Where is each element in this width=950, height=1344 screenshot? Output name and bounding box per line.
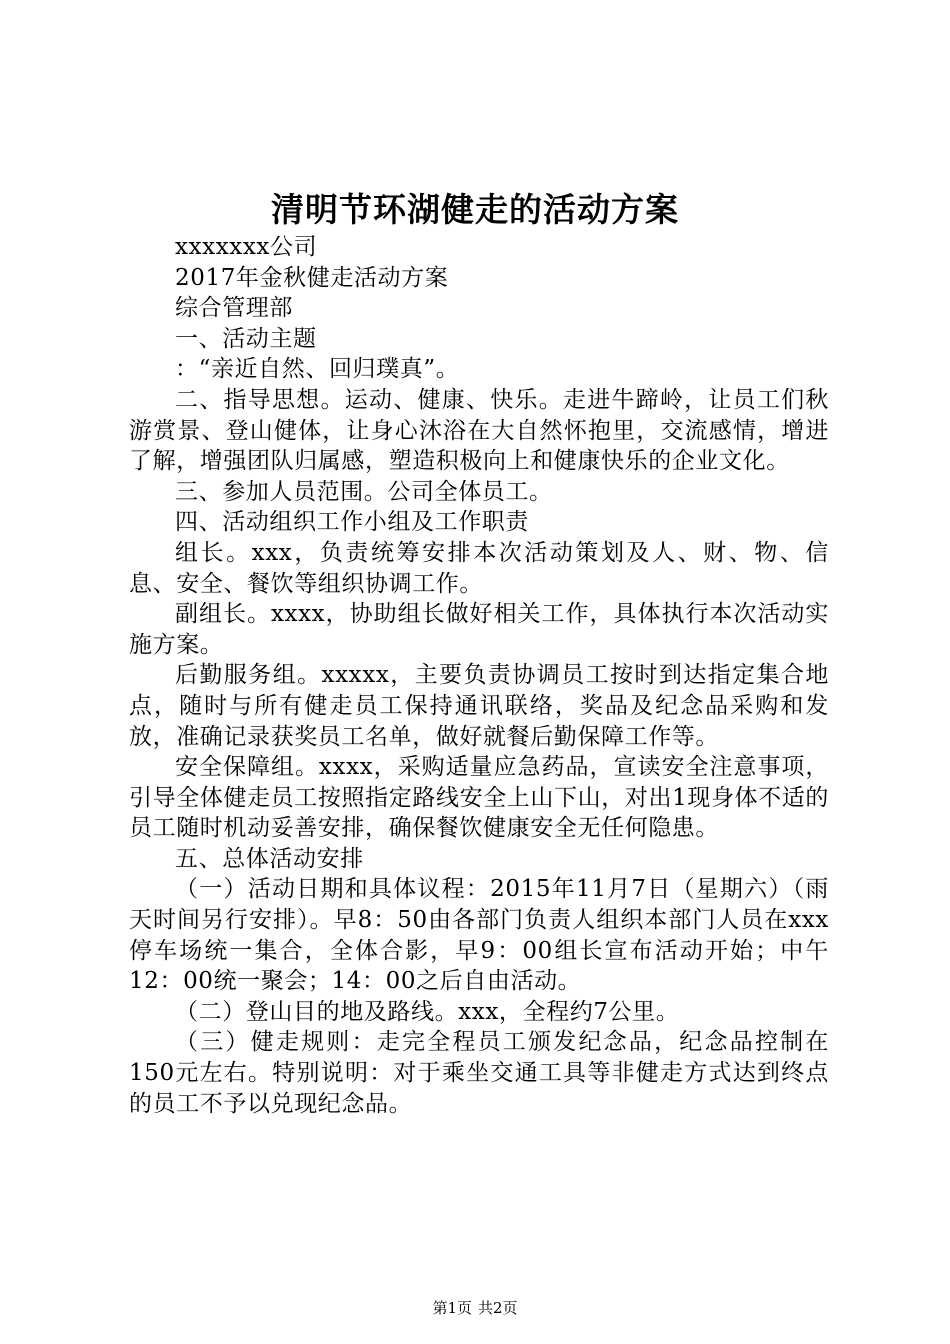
section-heading-organization: 四、活动组织工作小组及工作职责 bbox=[175, 509, 529, 536]
paragraph-route: （二）登山目的地及路线。xxx，全程约7公里。 bbox=[175, 998, 680, 1025]
paragraph-participants: 三、参加人员范围。公司全体员工。 bbox=[175, 478, 553, 505]
page-footer bbox=[0, 1298, 950, 1318]
paragraph-rules: （三）健走规则：走完全程员工颁发纪念品，纪念品控制在150元左右。特别说明：对于乘坐交通工具等非健走方式达到终点的员工不予以兑现纪念品。 bbox=[129, 1029, 829, 1117]
paragraph-leader: 组长。xxx，负责统筹安排本次活动策划及人、财、物、信息、安全、餐饮等组织协调工作。 bbox=[129, 539, 829, 597]
paragraph-schedule: （一）活动日期和具体议程：2015年11月7日（星期六）（雨天时间另行安排）。早8：50由各部门负责人组织本部门人员在xxx停车场统一集合，全体合影，早9：00组长宣布活动开始；中午12：00统一聚会；14：00之后自由活动。 bbox=[129, 876, 829, 995]
document-body bbox=[129, 232, 829, 1119]
page-total: 共2页 bbox=[478, 1299, 518, 1317]
paragraph-deputy-leader: 副组长。xxxx，协助组长做好相关工作，具体执行本次活动实施方案。 bbox=[129, 601, 829, 658]
document-title: 清明节环湖健走的活动方案 bbox=[271, 190, 679, 229]
section-heading-theme: 一、活动主题 bbox=[175, 325, 317, 352]
paragraph-guiding-idea: 二、指导思想。运动、健康、快乐。走进牛蹄岭，让员工们秋游赏景、登山健体，让身心沐浴在大自然怀抱里，交流感情，增进了解，增强团队归属感，塑造积极向上和健康快乐的企业文化。 bbox=[129, 386, 829, 475]
paragraph-plan-name: 2017年金秋健走活动方案 bbox=[175, 264, 449, 291]
paragraph-department: 综合管理部 bbox=[175, 295, 293, 322]
paragraph-theme: ：“亲近自然、回归璞真”。 bbox=[175, 356, 460, 383]
paragraph-company: xxxxxxx公司 bbox=[175, 234, 318, 260]
paragraph-safety: 安全保障组。xxxx，采购适量应急药品，宣读安全注意事项，引导全体健走员工按照指定路线安全上山下山，对出1现身体不适的员工随时机动妥善安排，确保餐饮健康安全无任何隐患。 bbox=[129, 754, 829, 842]
section-heading-arrangement: 五、总体活动安排 bbox=[175, 845, 364, 872]
page-number: 第1页 bbox=[432, 1299, 472, 1317]
paragraph-logistics: 后勤服务组。xxxxx，主要负责协调员工按时到达指定集合地点，随时与所有健走员工保持通讯联络，奖品及纪念品采购和发放，准确记录获奖员工名单，做好就餐后勤保障工作等。 bbox=[129, 662, 829, 750]
